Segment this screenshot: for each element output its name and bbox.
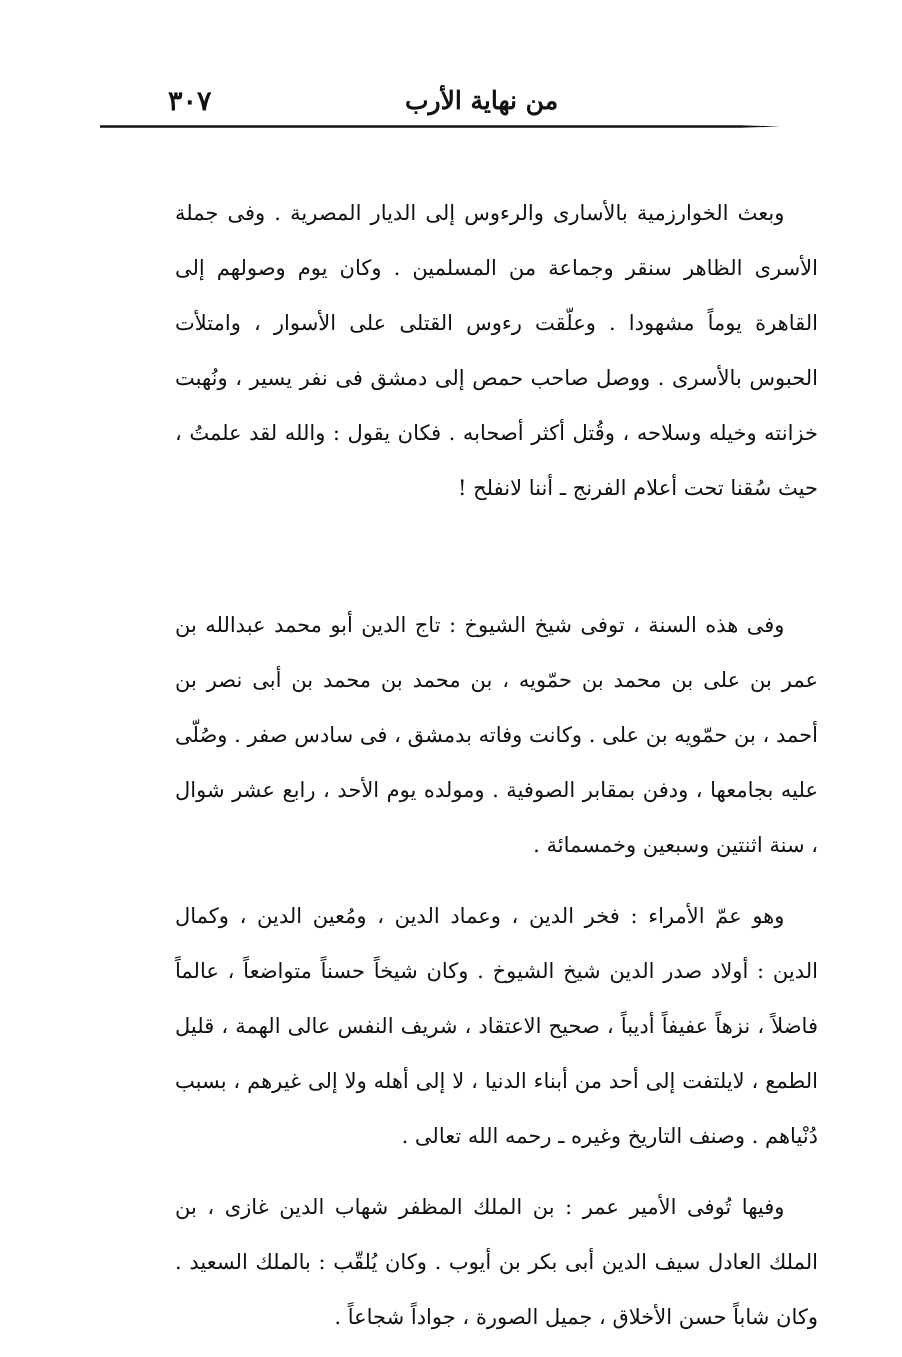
page-number: ٣٠٧ bbox=[168, 86, 212, 117]
header-rule bbox=[100, 122, 780, 131]
page-header bbox=[100, 78, 780, 122]
running-title: من نهاية الأرب bbox=[405, 86, 559, 115]
paragraph-4: وفيها تُوفى الأمير عمر : بن الملك المظفر شهاب الدين غازى ، بن الملك العادل سيف الدين أبى بكر بن أيوب . وكان يُلقّب : بالملك السعيد . وكان شاباً حسن الأخلاق ، جميل الصورة ، جواداً شجاعاً . bbox=[175, 1195, 818, 1329]
paragraph-1: وبعث الخوارزمية بالأسارى والرءوس إلى الديار المصرية . وفى جملة الأسرى الظاهر سنقر وجماعة من المسلمين . وكان يوم وصولهم إلى القاهرة يوماً مشهودا . وعلّقت رءوس القتلى على الأسوار ، وامتلأت الحبوس بالأسرى . ووصل صاحب حمص إلى دمشق فى نفر يسير ، ونُهبت خزانته وخيله وسلاحه ، وقُتل أكثر أصحابه . فكان يقول : والله لقد علمتُ ، حيث سُقنا تحت أعلام الفرنج ـ أننا لانفلح ! bbox=[175, 201, 818, 500]
body-text bbox=[175, 186, 818, 1345]
paragraph-3: وهو عمّ الأمراء : فخر الدين ، وعماد الدين ، ومُعين الدين ، وكمال الدين : أولاد صدر الدين شيخ الشيوخ . وكان شيخاً حسناً متواضعاً ، عالماً فاضلاً ، نزهاً عفيفاً أديباً ، صحيح الاعتقاد ، شريف النفس عالى الهمة ، قليل الطمع ، لايلتفت إلى أحد من أبناء الدنيا ، لا إلى أهله ولا إلى غيرهم ، بسبب دُنْياهم . وصنف التاريخ وغيره ـ رحمه الله تعالى . bbox=[175, 904, 818, 1148]
paragraph-2: وفى هذه السنة ، توفى شيخ الشيوخ : تاج الدين أبو محمد عبدالله بن عمر بن على بن محمد بن حمّويه ، بن محمد بن محمد بن أبى نصر بن أحمد ، بن حمّويه بن على . وكانت وفاته بدمشق ، فى سادس صفر . وصُلّى عليه بجامعها ، ودفن بمقابر الصوفية . ومولده يوم الأحد ، رابع عشر شوال ، سنة اثنتين وسبعين وخمسمائة . bbox=[175, 613, 818, 857]
